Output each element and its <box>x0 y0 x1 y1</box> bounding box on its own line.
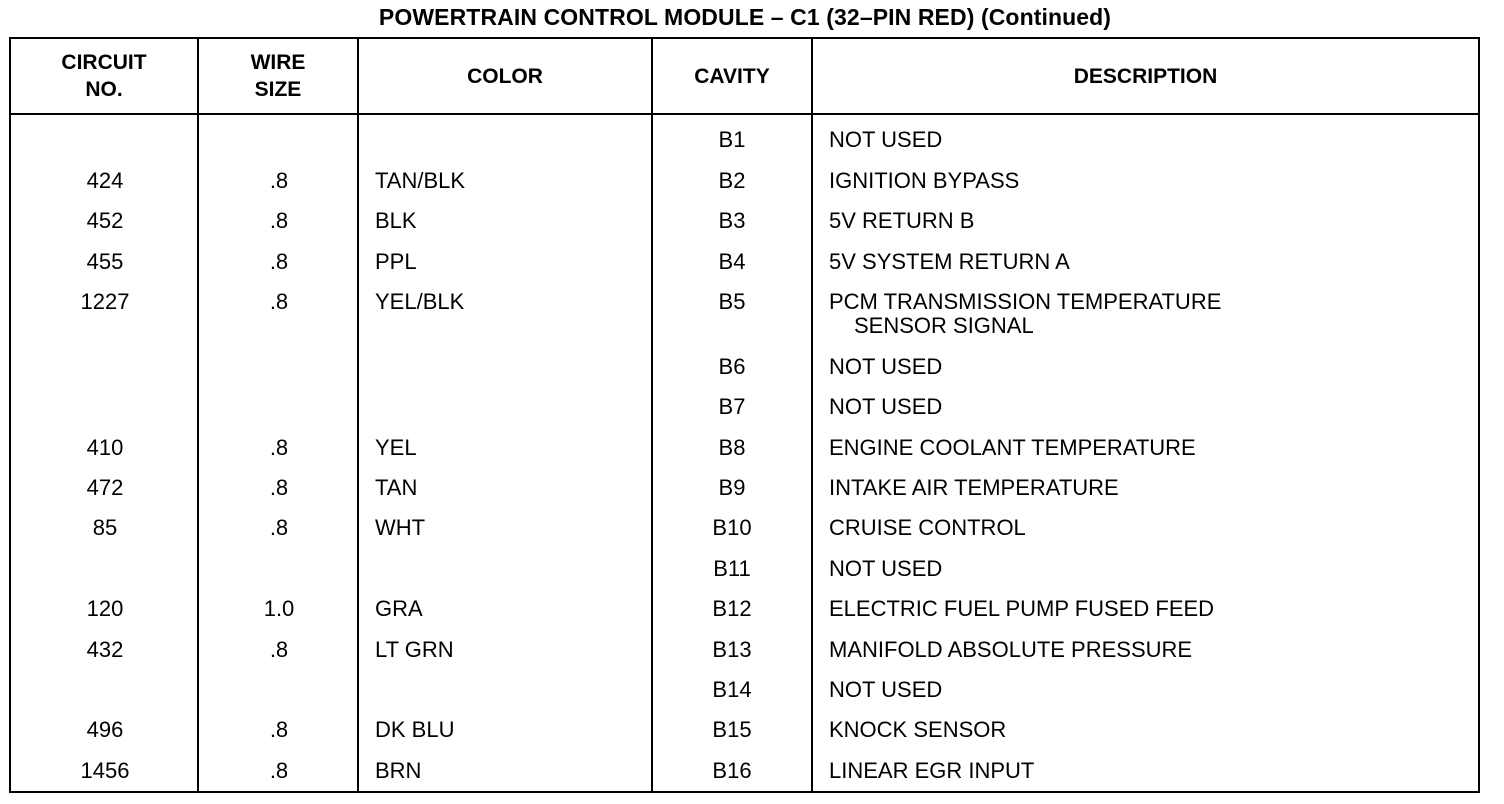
description-cell <box>829 597 1214 621</box>
description-cell <box>829 290 1221 338</box>
description-text: NOT USED <box>829 677 943 702</box>
header-cavity: CAVITY <box>694 64 770 88</box>
wire-size-cell: .8 <box>269 435 289 460</box>
circuit-cell: 432 <box>86 637 124 662</box>
cavity-cell: B1 <box>718 127 746 152</box>
cavity-cell: B4 <box>718 249 746 274</box>
color-cell: YEL/BLK <box>375 289 465 314</box>
description-text: 5V RETURN B <box>829 208 975 233</box>
description-cell <box>829 436 1196 460</box>
color-cell: BLK <box>375 208 417 233</box>
description-continuation: SENSOR SIGNAL <box>854 313 1034 338</box>
wire-size-cell: .8 <box>269 208 289 233</box>
color-cell: GRA <box>375 596 423 621</box>
cavity-cell: B13 <box>712 637 752 662</box>
description-text: LINEAR EGR INPUT <box>829 758 1035 783</box>
page-title: POWERTRAIN CONTROL MODULE – C1 (32–PIN RED) (Continued) <box>378 4 1112 30</box>
description-cell <box>829 476 1119 500</box>
cavity-cell: B8 <box>718 435 746 460</box>
cavity-cell: B3 <box>718 208 746 233</box>
description-cell <box>829 557 942 581</box>
wire-size-cell: .8 <box>269 717 289 742</box>
description-cell <box>829 355 942 379</box>
cavity-cell: B14 <box>712 677 752 702</box>
connector-table <box>9 37 1480 793</box>
description-text: ELECTRIC FUEL PUMP FUSED FEED <box>829 596 1215 621</box>
description-text: CRUISE CONTROL <box>829 515 1026 540</box>
wire-size-cell: .8 <box>269 637 289 662</box>
color-cell: LT GRN <box>375 637 454 662</box>
header-wire-line2: SIZE <box>254 78 302 101</box>
description-text: MANIFOLD ABSOLUTE PRESSURE <box>829 637 1193 662</box>
color-cell: YEL <box>375 435 417 460</box>
description-text: ENGINE COOLANT TEMPERATURE <box>829 435 1196 460</box>
header-description: DESCRIPTION <box>1073 64 1218 88</box>
description-cell <box>829 759 1034 783</box>
description-cell <box>829 718 1006 742</box>
wire-size-cell: .8 <box>269 168 289 193</box>
circuit-cell: 452 <box>86 208 124 233</box>
circuit-cell: 1227 <box>80 289 130 314</box>
description-cell <box>829 638 1192 662</box>
description-cell <box>829 678 942 702</box>
cavity-cell: B7 <box>718 394 746 419</box>
circuit-cell: 496 <box>86 717 124 742</box>
column-divider <box>197 39 199 791</box>
header-color: COLOR <box>467 64 543 88</box>
header-circuit-line1: CIRCUIT <box>61 51 147 74</box>
header-circuit-line2: NO. <box>85 78 123 101</box>
circuit-cell: 410 <box>86 435 124 460</box>
circuit-cell: 455 <box>86 249 124 274</box>
header-divider <box>11 113 1478 115</box>
cavity-cell: B15 <box>712 717 752 742</box>
cavity-cell: B2 <box>718 168 746 193</box>
description-text: INTAKE AIR TEMPERATURE <box>829 475 1119 500</box>
cavity-cell: B16 <box>712 758 752 783</box>
cavity-cell: B12 <box>712 596 752 621</box>
circuit-cell: 424 <box>86 168 124 193</box>
color-cell: DK BLU <box>375 717 455 742</box>
description-text: 5V SYSTEM RETURN A <box>829 249 1070 274</box>
description-text: NOT USED <box>829 127 943 152</box>
wire-size-cell: .8 <box>269 758 289 783</box>
circuit-cell: 120 <box>86 596 124 621</box>
cavity-cell: B10 <box>712 515 752 540</box>
description-text: NOT USED <box>829 354 943 379</box>
color-cell: TAN/BLK <box>375 168 466 193</box>
description-cell <box>829 250 1070 274</box>
description-cell <box>829 128 942 152</box>
description-cell <box>829 516 1026 540</box>
header-circuit-no <box>11 39 197 113</box>
description-text: IGNITION BYPASS <box>829 168 1020 193</box>
color-cell: PPL <box>375 249 417 274</box>
header-wire-size <box>199 39 357 113</box>
description-text: KNOCK SENSOR <box>829 717 1007 742</box>
cavity-cell: B6 <box>718 354 746 379</box>
description-text: NOT USED <box>829 556 943 581</box>
wire-size-cell: .8 <box>269 249 289 274</box>
cavity-cell: B11 <box>713 556 751 581</box>
description-text: PCM TRANSMISSION TEMPERATURE <box>829 289 1222 314</box>
description-cell <box>829 169 1019 193</box>
description-text: NOT USED <box>829 394 943 419</box>
wire-size-cell: .8 <box>269 515 289 540</box>
color-cell: BRN <box>375 758 422 783</box>
cavity-cell: B9 <box>718 475 746 500</box>
description-cell <box>829 395 942 419</box>
circuit-cell: 85 <box>92 515 118 540</box>
cavity-cell: B5 <box>718 289 746 314</box>
header-wire-line1: WIRE <box>250 51 306 74</box>
color-cell: WHT <box>375 515 426 540</box>
wire-size-cell: .8 <box>269 475 289 500</box>
circuit-cell: 1456 <box>80 758 130 783</box>
wire-size-cell: .8 <box>269 289 289 314</box>
column-divider <box>357 39 359 791</box>
wire-size-cell: 1.0 <box>263 596 295 621</box>
description-cell <box>829 209 974 233</box>
circuit-cell: 472 <box>86 475 124 500</box>
color-cell: TAN <box>375 475 418 500</box>
